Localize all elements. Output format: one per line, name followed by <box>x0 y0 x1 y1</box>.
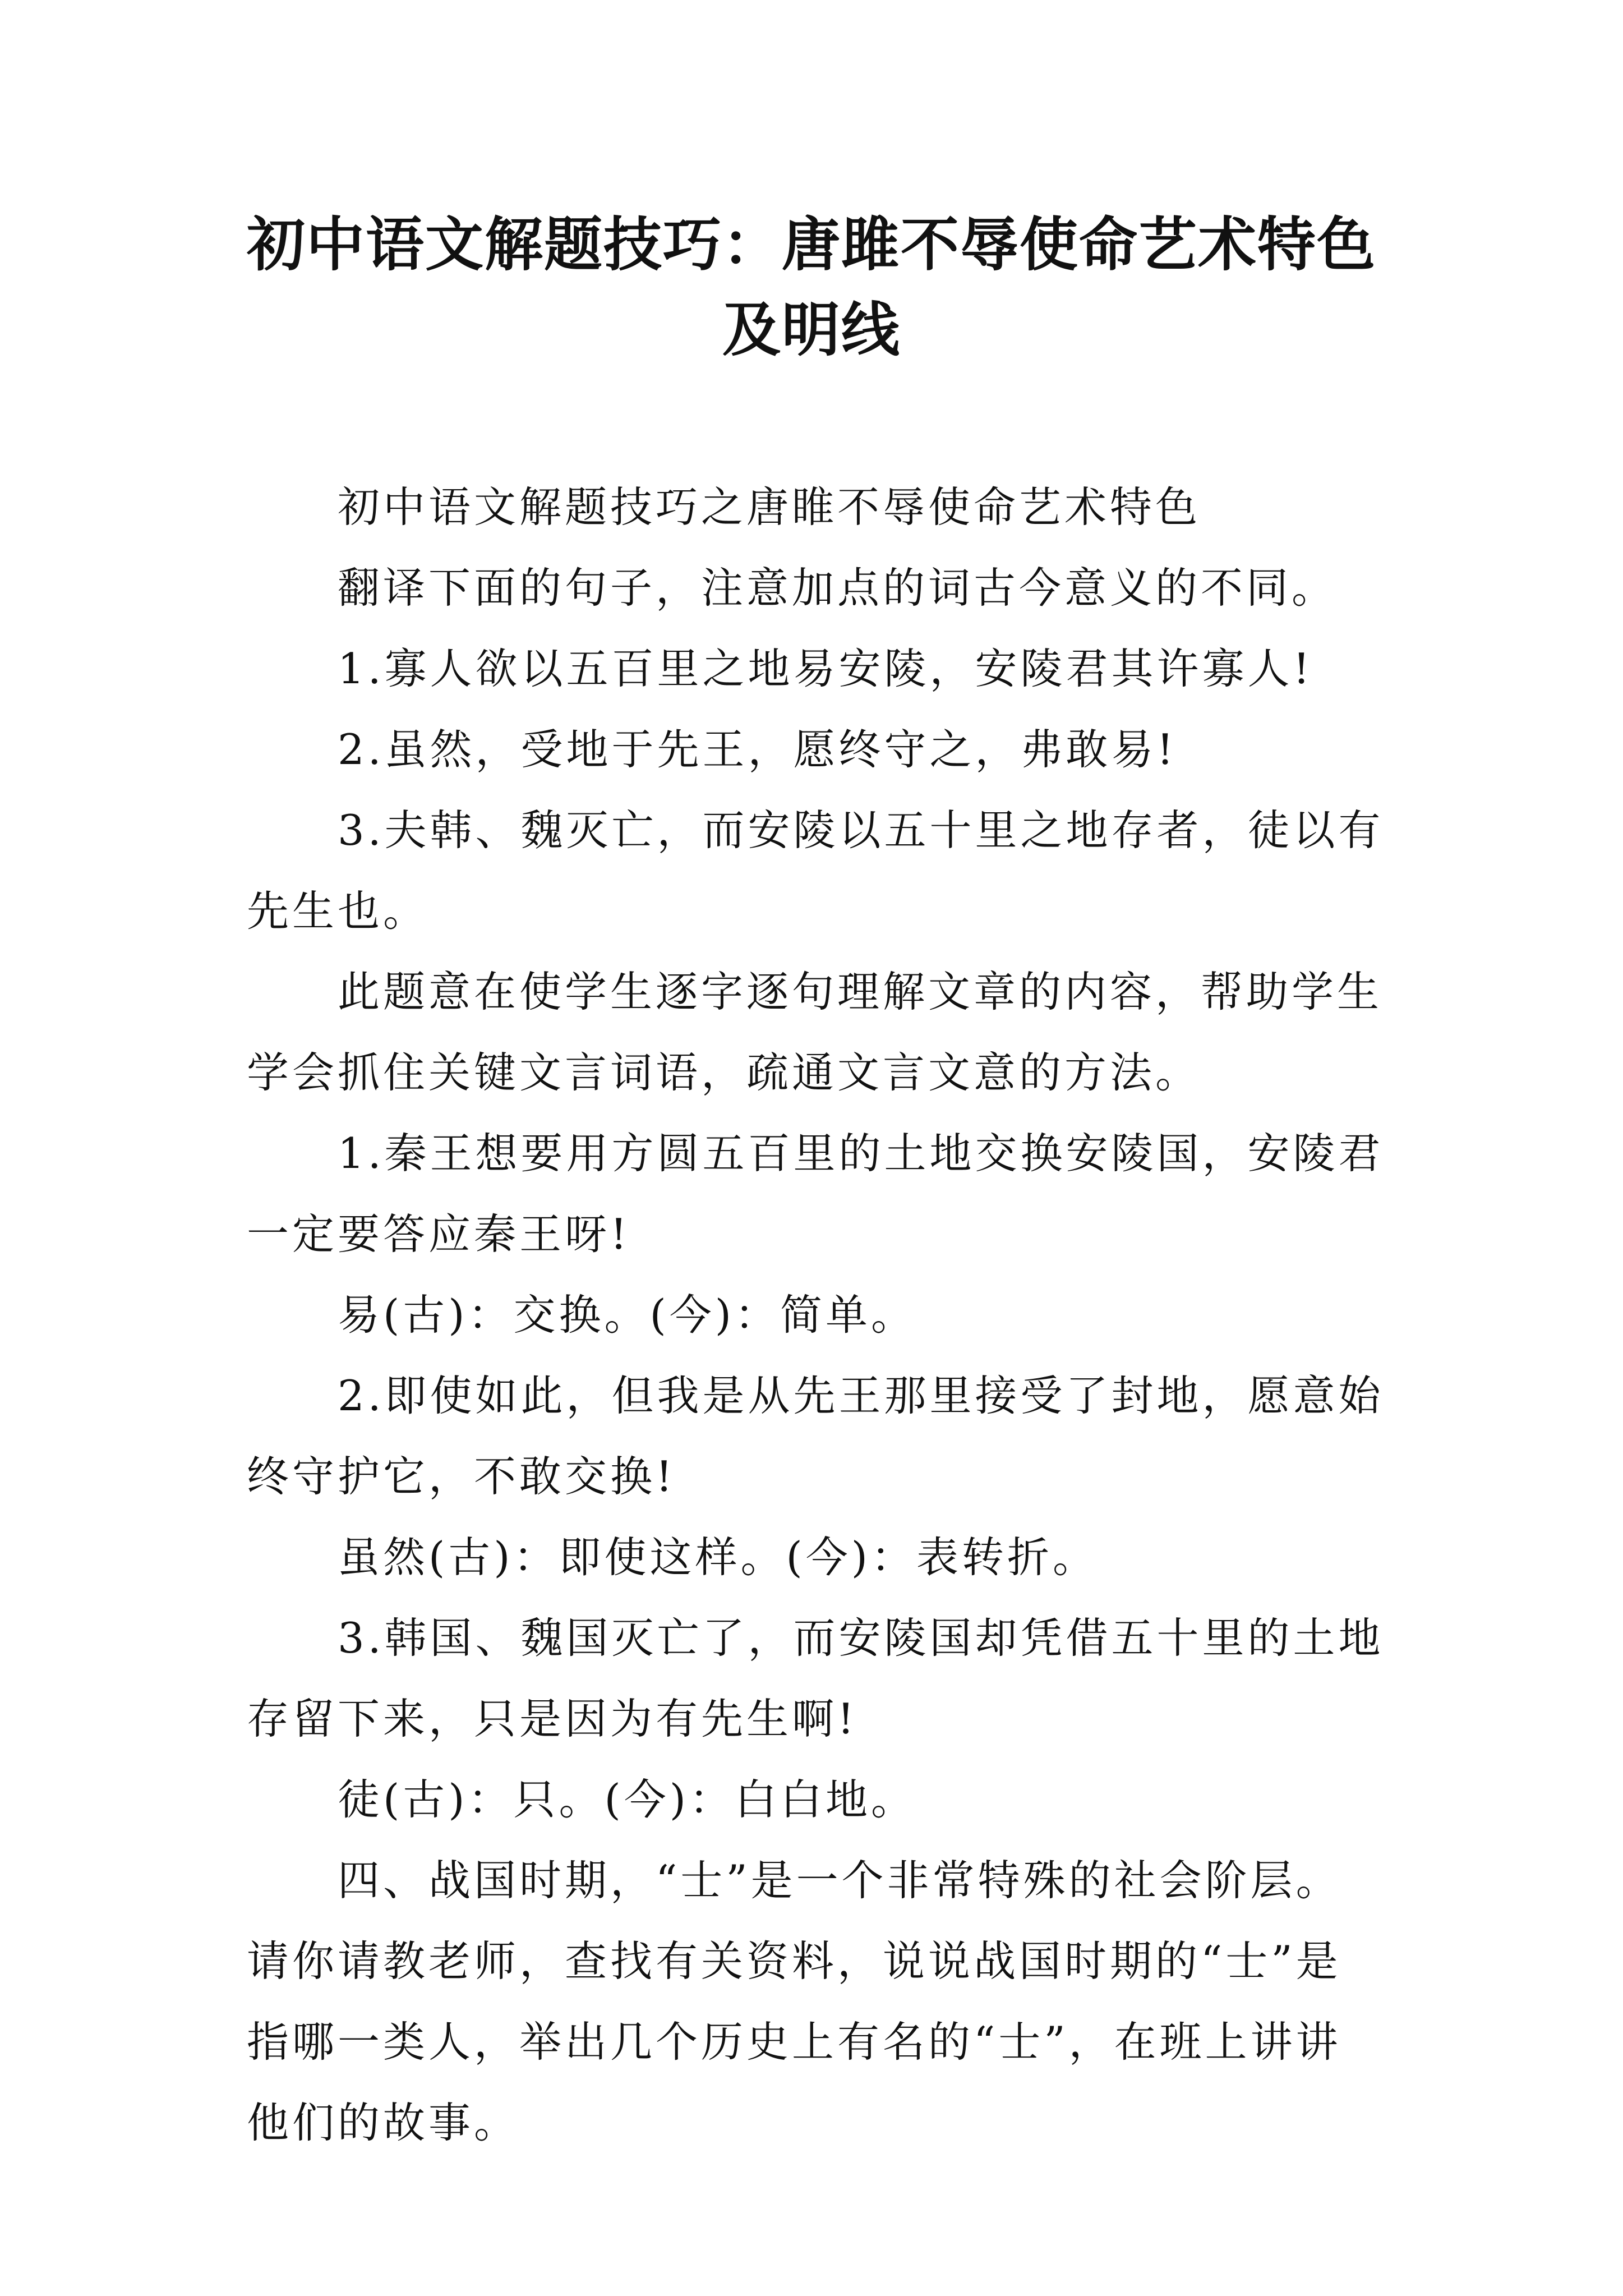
paragraph-question-4: 四、战国时期，“士”是一个非常特殊的社会阶层。请你请教老师，查找有关资料，说说战国时期的“士”是指哪一类人，举出几个历史上有名的“士”，在班上讲讲他们的故事。 <box>247 1856 1341 2147</box>
paragraph-gloss-3: 徒(古)：只。(今)：白白地。 <box>338 1775 917 1824</box>
paragraph-sentence-1: 1.寡人欲以五百里之地易安陵，安陵君其许寡人! <box>338 644 1313 693</box>
paragraph-sentence-3: 3.夫韩、魏灭亡，而安陵以五十里之地存者，徒以有先生也。 <box>247 806 1384 936</box>
paragraph-gloss-1: 易(古)：交换。(今)：简单。 <box>338 1290 917 1340</box>
paragraph-subtitle: 初中语文解题技巧之唐睢不辱使命艺术特色 <box>338 482 1201 532</box>
document-title <box>247 202 1376 372</box>
document-title-line-1: 初中语文解题技巧：唐雎不辱使命艺术特色 <box>247 210 1377 279</box>
paragraph-translation-1: 1.秦王想要用方圆五百里的土地交换安陵国，安陵君一定要答应秦王呀! <box>247 1129 1384 1259</box>
paragraph-intent: 此题意在使学生逐字逐句理解文章的内容，帮助学生学会抓住关键文言词语，疏通文言文意的方法。 <box>247 967 1383 1097</box>
paragraph-sentence-2: 2.虽然，受地于先王，愿终守之，弗敢易! <box>338 725 1177 774</box>
paragraph-translation-2: 2.即使如此，但我是从先王那里接受了封地，愿意始终守护它，不敢交换! <box>247 1371 1384 1501</box>
document-title-line-2: 及明线 <box>722 295 901 364</box>
paragraph-instruction: 翻译下面的句子，注意加点的词古今意义的不同。 <box>338 563 1338 613</box>
document-body <box>247 467 1385 2163</box>
paragraph-translation-3: 3.韩国、魏国灭亡了，而安陵国却凭借五十里的土地存留下来，只是因为有先生啊! <box>247 1613 1384 1743</box>
paragraph-gloss-2: 虽然(古)：即使这样。(今)：表转折。 <box>338 1533 1099 1582</box>
